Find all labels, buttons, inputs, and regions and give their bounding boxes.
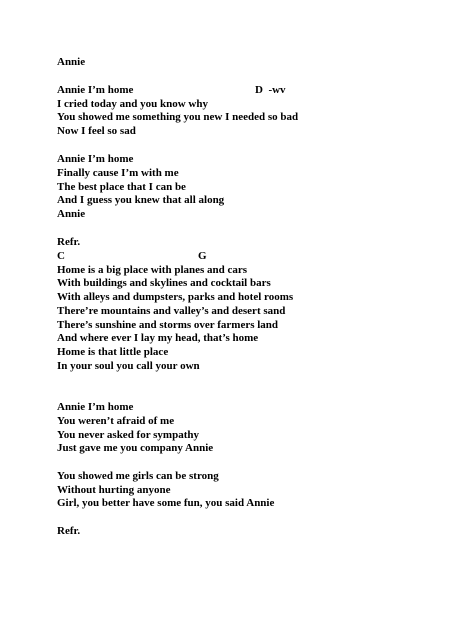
verse2-line4: And I guess you knew that all along bbox=[57, 194, 225, 206]
refrain-label: Refr. bbox=[57, 236, 81, 248]
refrain-line1: Home is a big place with planes and cars bbox=[57, 264, 248, 276]
song-title: Annie bbox=[57, 56, 86, 68]
refrain-repeat-label: Refr. bbox=[57, 525, 81, 537]
refrain-line8: In your soul you call your own bbox=[57, 360, 200, 372]
verse2-line2: Finally cause I’m with me bbox=[57, 167, 179, 179]
verse1-chord-note: D -wv bbox=[255, 84, 286, 96]
refrain-line4: There’re mountains and valley’s and desert sand bbox=[57, 305, 286, 317]
verse3-line4: Just gave me you company Annie bbox=[57, 442, 214, 454]
refrain-chord-c: C bbox=[57, 250, 65, 262]
refrain-line6: And where ever I lay my head, that’s home bbox=[57, 332, 259, 344]
verse2-line1: Annie I’m home bbox=[57, 153, 134, 165]
refrain-chord-g: G bbox=[198, 250, 207, 262]
refrain-line3: With alleys and dumpsters, parks and hotel rooms bbox=[57, 291, 294, 303]
refrain-line7: Home is that little place bbox=[57, 346, 169, 358]
verse4-line3: Girl, you better have some fun, you said Annie bbox=[57, 497, 275, 509]
verse4-line1: You showed me girls can be strong bbox=[57, 470, 219, 482]
verse1-line2: I cried today and you know why bbox=[57, 98, 208, 110]
verse1-line3: You showed me something you new I needed so bad bbox=[57, 111, 299, 123]
verse4-line2: Without hurting anyone bbox=[57, 484, 171, 496]
refrain-line2: With buildings and skylines and cocktail bars bbox=[57, 277, 271, 289]
verse3-line1: Annie I’m home bbox=[57, 401, 134, 413]
verse1-line1: Annie I’m home bbox=[57, 84, 134, 96]
verse2-line3: The best place that I can be bbox=[57, 181, 186, 193]
verse2-line5: Annie bbox=[57, 208, 86, 220]
refrain-line5: There’s sunshine and storms over farmers land bbox=[57, 319, 279, 331]
verse3-line2: You weren’t afraid of me bbox=[57, 415, 175, 427]
verse1-line4: Now I feel so sad bbox=[57, 125, 136, 137]
verse3-line3: You never asked for sympathy bbox=[57, 429, 199, 441]
